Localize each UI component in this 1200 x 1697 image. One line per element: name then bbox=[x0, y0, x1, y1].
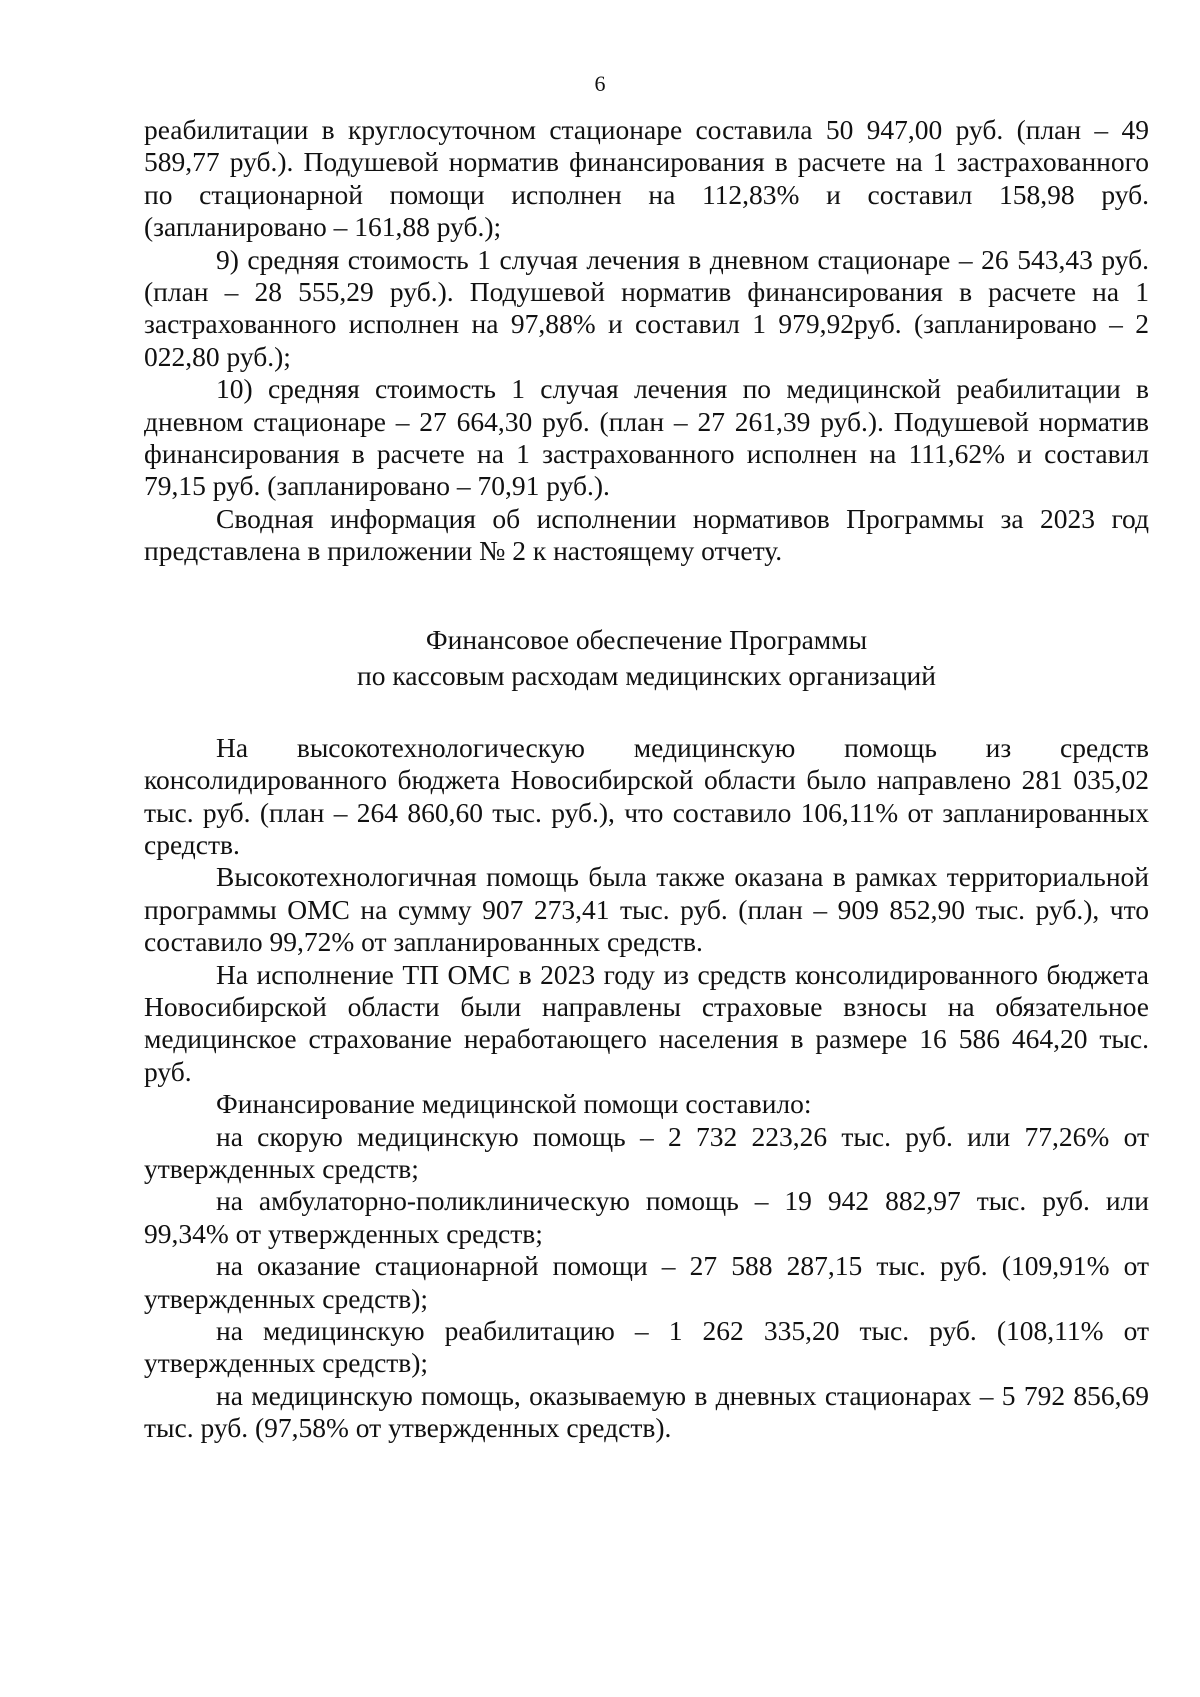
paragraph-outpatient-care: на амбулаторно-поликлиническую помощь – 19 942 882,97 тыс. руб. или 99,34% от утвержденных средств; bbox=[144, 1185, 1149, 1249]
paragraph-high-tech-budget: На высокотехнологическую медицинскую помощь из средств консолидированного бюджета Новосибирской области было направлено 281 035,02 тыс. руб. (план – 264 860,60 тыс. руб.), что составило 106,11% от запланированных средств. bbox=[144, 731, 1149, 860]
paragraph-rehab-round-clock: реабилитации в круглосуточном стационаре составила 50 947,00 руб. (план – 49 589,77 руб.). Подушевой норматив финансирования в расчете на 1 застрахованного по стационарной помощи исполнен на 112,83% и составил 158,98 руб. (запланировано – 161,88 руб.); bbox=[144, 114, 1149, 243]
paragraph-item-10: 10) средняя стоимость 1 случая лечения по медицинской реабилитации в дневном стационаре – 27 664,30 руб. (план – 27 261,39 руб.). Подушевой норматив финансирования в расчете на 1 застрахованного исполнен на 111,62% и составил 79,15 руб. (запланировано – 70,91 руб.). bbox=[144, 373, 1149, 502]
section-heading-line-1: Финансовое обеспечение Программы bbox=[425, 623, 868, 655]
spacer bbox=[144, 568, 1149, 622]
page-number: 6 bbox=[594, 71, 606, 96]
paragraph-summary: Сводная информация об исполнении нормативов Программы за 2023 год представлена в приложении № 2 к настоящему отчету. bbox=[144, 502, 1149, 567]
spacer bbox=[144, 694, 1149, 732]
paragraph-financing-intro: Финансирование медицинской помощи составило: bbox=[216, 1088, 812, 1120]
paragraph-high-tech-oms: Высокотехнологичная помощь была также оказана в рамках территориальной программы ОМС на сумму 907 273,41 тыс. руб. (план – 909 852,90 тыс. руб.), что составило 99,72% от запланированных средств. bbox=[144, 861, 1149, 958]
document-body bbox=[144, 114, 1149, 1445]
paragraph-day-hospital-care: на медицинскую помощь, оказываемую в дневных стационарах – 5 792 856,69 тыс. руб. (97,58% от утвержденных средств). bbox=[144, 1379, 1149, 1444]
paragraph-emergency-care: на скорую медицинскую помощь – 2 732 223,26 тыс. руб. или 77,26% от утвержденных средств; bbox=[144, 1120, 1149, 1184]
paragraph-medical-rehabilitation: на медицинскую реабилитацию – 1 262 335,20 тыс. руб. (108,11% от утвержденных средств); bbox=[144, 1315, 1149, 1379]
paragraph-inpatient-care: на оказание стационарной помощи – 27 588 287,15 тыс. руб. (109,91% от утвержденных средств); bbox=[144, 1250, 1149, 1314]
paragraph-tp-oms-contributions: На исполнение ТП ОМС в 2023 году из средств консолидированного бюджета Новосибирской области были направлены страховые взносы на обязательное медицинское страхование неработающего населения в размере 16 586 464,20 тыс. руб. bbox=[144, 958, 1149, 1087]
paragraph-item-9: 9) средняя стоимость 1 случая лечения в дневном стационаре – 26 543,43 руб. (план – 28 555,29 руб.). Подушевой норматив финансирования в расчете на 1 застрахованного исполнен на 97,88% и составил 1 979,92руб. (запланировано – 2 022,80 руб.); bbox=[144, 243, 1149, 372]
section-heading-line-2: по кассовым расходам медицинских организаций bbox=[357, 659, 936, 691]
